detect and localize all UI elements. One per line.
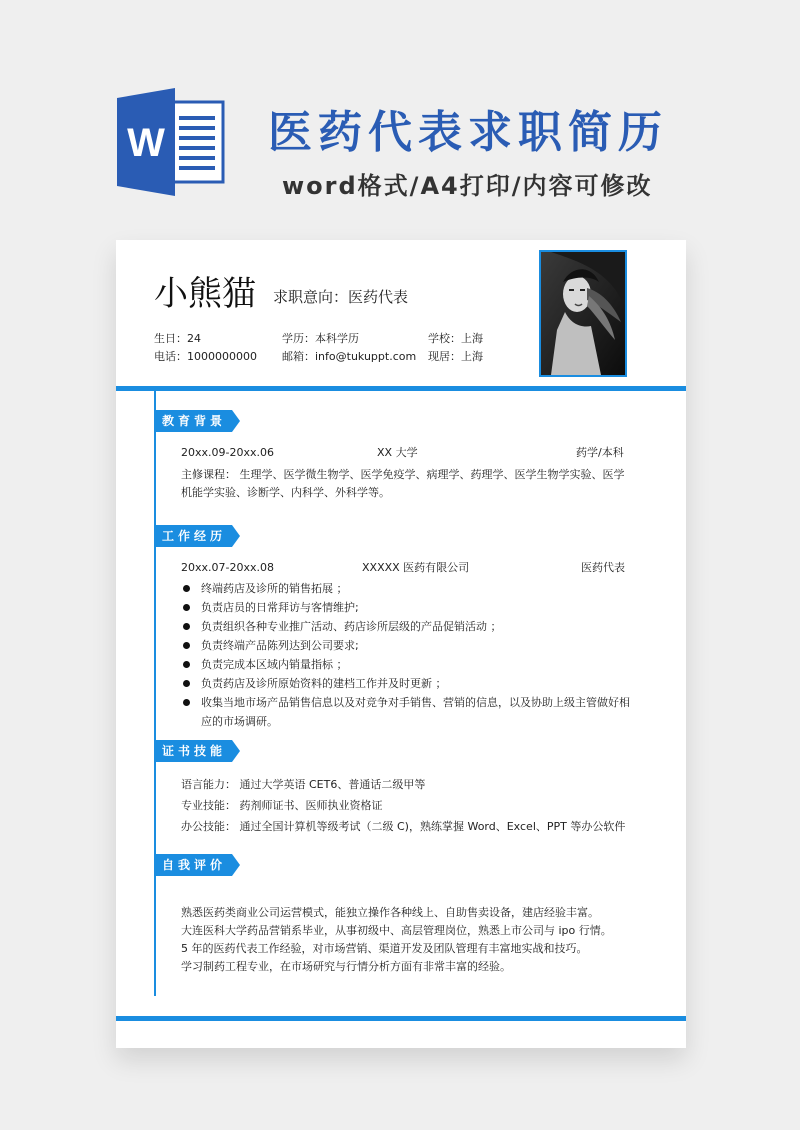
bullet-icon xyxy=(183,642,190,649)
list-item xyxy=(181,655,631,674)
education-courses: 主修课程： 生理学、医学微生物学、医学免疫学、病理学、药理学、医学生物学实验、医学机能学实验、诊断学、内科学、外科学等。 xyxy=(181,468,625,499)
duty-text: 负责终端产品陈列达到公司要求; xyxy=(201,639,359,652)
work-date: 20xx.07-20xx.08 xyxy=(181,561,274,574)
info-email: 邮箱：info@tukuppt.com xyxy=(282,350,417,363)
self-eval-line: 熟悉医药类商业公司运营模式，能独立操作各种线上、自助售卖设备，建店经验丰富。 xyxy=(181,906,599,919)
education-major: 药学/本科 xyxy=(576,446,624,459)
self-eval-line: 大连医科大学药品营销系毕业，从事初级中、高层管理岗位，熟悉上市公司与 ipo 行情。 xyxy=(181,924,612,937)
duty-text: 负责组织各种专业推广活动、药店诊所层级的产品促销活动 ； xyxy=(201,620,502,633)
banner-subtitle: word格式/A4打印/内容可修改 xyxy=(282,172,653,200)
bullet-icon xyxy=(183,680,190,687)
info-birthday: 生日：24 xyxy=(154,332,201,345)
duty-text: 终端药店及诊所的销售拓展 ； xyxy=(201,582,348,595)
bullet-icon xyxy=(183,699,190,706)
portrait-image xyxy=(541,252,625,375)
info-phone: 电话：1000000000 xyxy=(154,350,257,363)
bullet-icon xyxy=(183,623,190,630)
svg-text:W: W xyxy=(127,121,165,165)
duty-text: 负责药店及诊所原始资料的建档工作并及时更新 ； xyxy=(201,677,447,690)
profile-photo xyxy=(539,250,627,377)
top-divider xyxy=(116,386,686,391)
section-self-heading: 自我评价 xyxy=(154,854,232,876)
duty-text: 收集当地市场产品销售信息以及对竞争对手销售、营销的信息，以及协助上级主管做好相应的市场调研。 xyxy=(201,696,630,728)
bullet-icon xyxy=(183,604,190,611)
duty-text: 负责完成本区域内销量指标 ； xyxy=(201,658,348,671)
education-school: XX 大学 xyxy=(377,446,418,459)
candidate-name: 小熊猫 xyxy=(154,274,256,314)
work-position: 医药代表 xyxy=(581,561,625,574)
info-education: 学历：本科学历 xyxy=(282,332,359,345)
list-item xyxy=(181,674,631,693)
section-work-heading: 工作经历 xyxy=(154,525,232,547)
banner-title: 医药代表求职简历 xyxy=(268,107,668,158)
resume-page xyxy=(116,240,686,1048)
skill-office: 办公技能： 通过全国计算机等级考试（二级 C)，熟练掌握 Word、Excel、PPT 等办公软件 xyxy=(181,820,626,833)
list-item xyxy=(181,617,631,636)
word-icon xyxy=(117,88,227,196)
list-item xyxy=(181,693,631,731)
section-education-heading: 教育背景 xyxy=(154,410,232,432)
info-residence: 现居：上海 xyxy=(428,350,483,363)
list-item xyxy=(181,579,631,598)
job-intent: 求职意向：医药代表 xyxy=(273,288,409,306)
section-skills-heading: 证书技能 xyxy=(154,740,232,762)
education-date: 20xx.09-20xx.06 xyxy=(181,446,274,459)
list-item xyxy=(181,598,631,617)
list-item xyxy=(181,636,631,655)
self-eval-line: 5 年的医药代表工作经验，对市场营销、渠道开发及团队管理有丰富地实战和技巧。 xyxy=(181,942,588,955)
work-duties-list xyxy=(181,579,631,731)
bullet-icon xyxy=(183,585,190,592)
skill-professional: 专业技能： 药剂师证书、医师执业资格证 xyxy=(181,799,383,812)
banner xyxy=(0,0,800,220)
self-eval-line: 学习制药工程专业，在市场研究与行情分析方面有非常丰富的经验。 xyxy=(181,960,511,973)
skill-language: 语言能力： 通过大学英语 CET6、普通话二级甲等 xyxy=(181,778,426,791)
work-company: XXXXX 医药有限公司 xyxy=(362,561,470,574)
bottom-divider xyxy=(116,1016,686,1021)
duty-text: 负责店员的日常拜访与客情维护; xyxy=(201,601,359,614)
info-school: 学校：上海 xyxy=(428,332,483,345)
bullet-icon xyxy=(183,661,190,668)
timeline-line xyxy=(154,391,156,996)
